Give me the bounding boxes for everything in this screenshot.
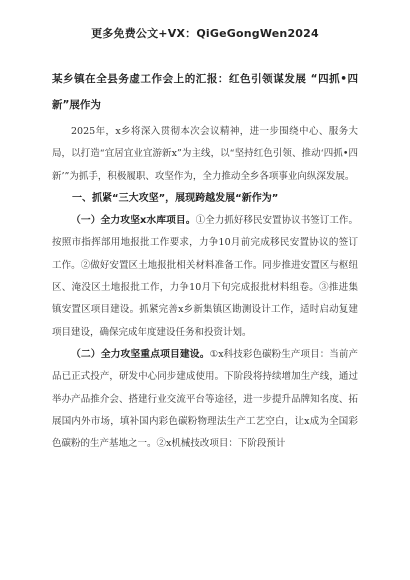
subsection-heading-1: （一）全力攻坚x水库项目。 [71,215,196,227]
subsection-heading-2: （二）全力攻坚重点项目建设。 [71,348,210,360]
subsection-text-1: ①全力抓好移民安置协议书签订工作。按照市指挥部用地报批工作要求，力争10月前完成移民安置协议的签订工作。②做好安置区土地报批相关材料准备工作。同步推进安置区与枢纽区、淹没区土地报批工作，力争10月下旬完成报批材料组卷。③推进集镇安置区项目建设。抓紧完善x乡新集镇区勘测设计工作，适时启动复建项目建设，确保完成年度建设任务和投资计划。 [52,215,358,338]
document-body [52,121,358,455]
section-heading-1: 一、抓紧“三大攻坚”，展现跨越发展“新作为” [72,192,279,204]
subsection-text-2: ①x科技彩色碳粉生产项目：当前产品已正式投产，研发中心同步建成使用。下阶段将持续增加生产线，通过举办产品推介会、搭建行业交流平台等途径，进一步提升品牌知名度、拓展国内外市场，填补国内彩色碳粉物理法生产工艺空白，让x成为全国彩色碳粉的生产基地之一。②x机械技改项目：下阶段预计 [52,348,359,450]
document-title: 某乡镇在全县务虚工作会上的汇报：红色引领谋发展 “四抓•四新”展作为 [52,73,358,111]
subsection-paragraph-1 [52,210,358,344]
subsection-paragraph-2 [52,344,358,455]
intro-paragraph: 2025年，x乡将深入贯彻本次会议精神，进一步围绕中心、服务大局，以打造“宜居宜业宜游新x”为主线，以“坚持红色引领、推动‘四抓•四新’”为抓手，积极履职、攻坚作为，全力推动全乡各项事业向纵深发展。 [52,126,358,182]
watermark-header: 更多免费公文+VX：QiGeGongWen2024 [91,27,319,40]
